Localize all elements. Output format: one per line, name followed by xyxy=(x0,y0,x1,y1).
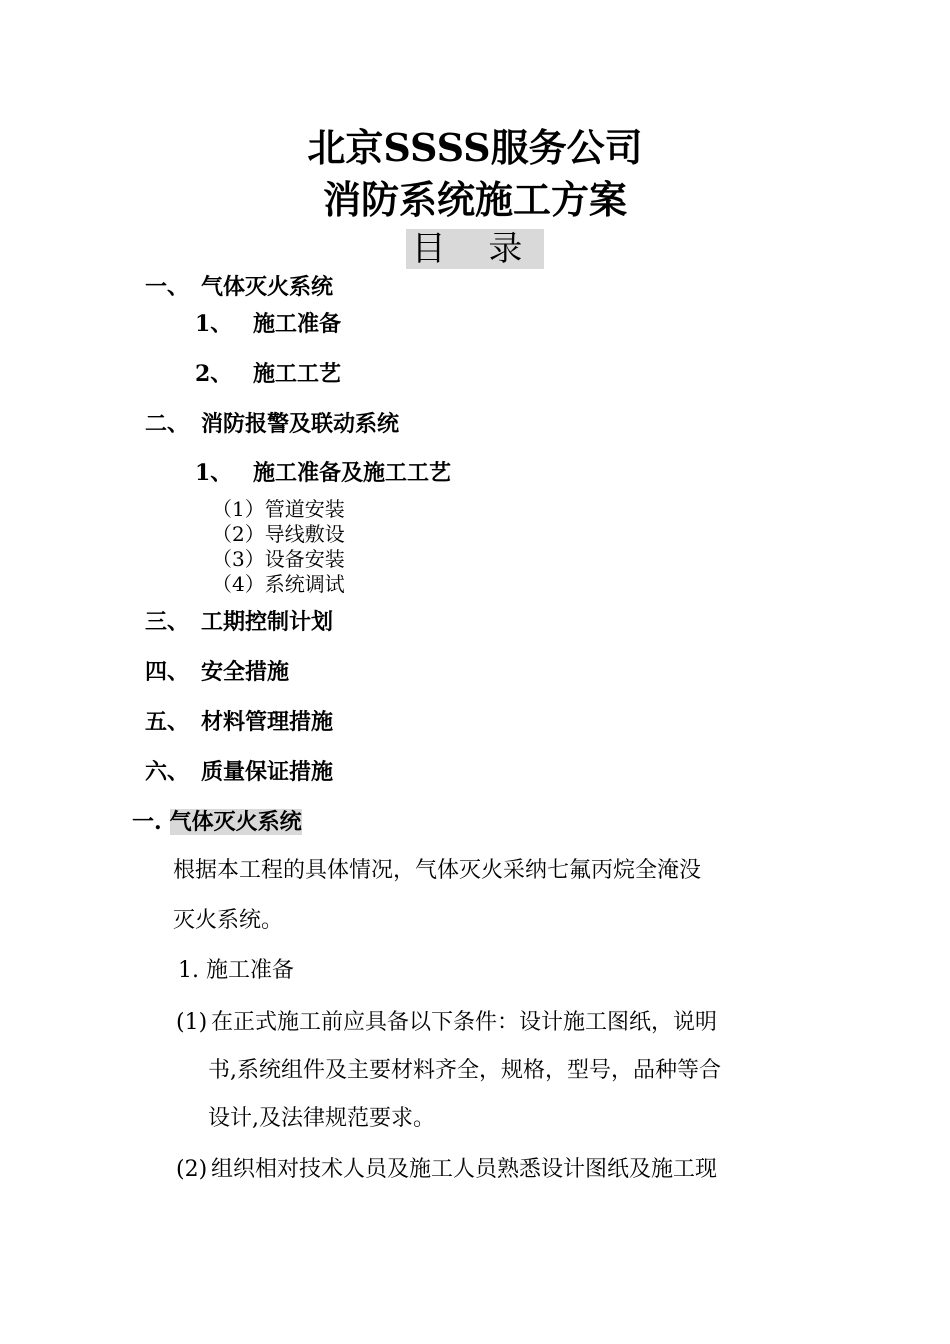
toc-item-2-1[interactable]: 1、 施工准备及施工工艺 xyxy=(195,460,452,486)
toc-item-6[interactable]: 六、 质量保证措施 xyxy=(145,759,334,785)
toc-item-2[interactable]: 二、 消防报警及联动系统 xyxy=(145,411,400,437)
toc-heading xyxy=(0,229,950,269)
subheading-prep: 1. 施工准备 xyxy=(178,958,294,983)
paragraph-1-line-2: 书,系统组件及主要材料齐全，规格，型号，品种等合 xyxy=(208,1058,721,1083)
intro-line-2: 灭火系统。 xyxy=(173,908,284,933)
document-title-line1: 北京SSSS服务公司 xyxy=(307,125,643,170)
paragraph-1-line-3: 设计,及法律规范要求。 xyxy=(208,1106,435,1131)
toc-item-1[interactable]: 一、 气体灭火系统 xyxy=(145,274,334,300)
paragraph-1-line-1: 在正式施工前应具备以下条件：设计施工图纸，说明 xyxy=(211,1010,718,1035)
toc-item-4[interactable]: 四、 安全措施 xyxy=(145,659,290,685)
toc-heading-text: 目 录 xyxy=(406,229,545,269)
toc-item-1-1[interactable]: 1、 施工准备 xyxy=(195,311,342,337)
section-heading-1-title: 气体灭火系统 xyxy=(169,809,302,835)
toc-subitem-2[interactable]: （2）导线敷设 xyxy=(212,522,345,546)
toc-item-1-2[interactable]: 2、 施工工艺 xyxy=(195,361,342,387)
toc-subitem-1[interactable]: （1）管道安装 xyxy=(212,497,345,521)
toc-subitem-4[interactable]: （4）系统调试 xyxy=(212,572,345,596)
paragraph-2-line-1: 组织相对技术人员及施工人员熟悉设计图纸及施工现 xyxy=(211,1157,718,1182)
paragraph-1-number: (1) xyxy=(176,1010,208,1035)
intro-line-1: 根据本工程的具体情况，气体灭火采纳七氟丙烷全淹没 xyxy=(173,858,702,883)
toc-item-5[interactable]: 五、 材料管理措施 xyxy=(145,709,334,735)
section-heading-1: 一. 气体灭火系统 xyxy=(132,809,302,835)
toc-subitem-3[interactable]: （3）设备安装 xyxy=(212,547,345,571)
document-title-line2: 消防系统施工方案 xyxy=(322,177,627,222)
toc-item-3[interactable]: 三、 工期控制计划 xyxy=(145,609,334,635)
paragraph-2-number: (2) xyxy=(176,1157,208,1182)
